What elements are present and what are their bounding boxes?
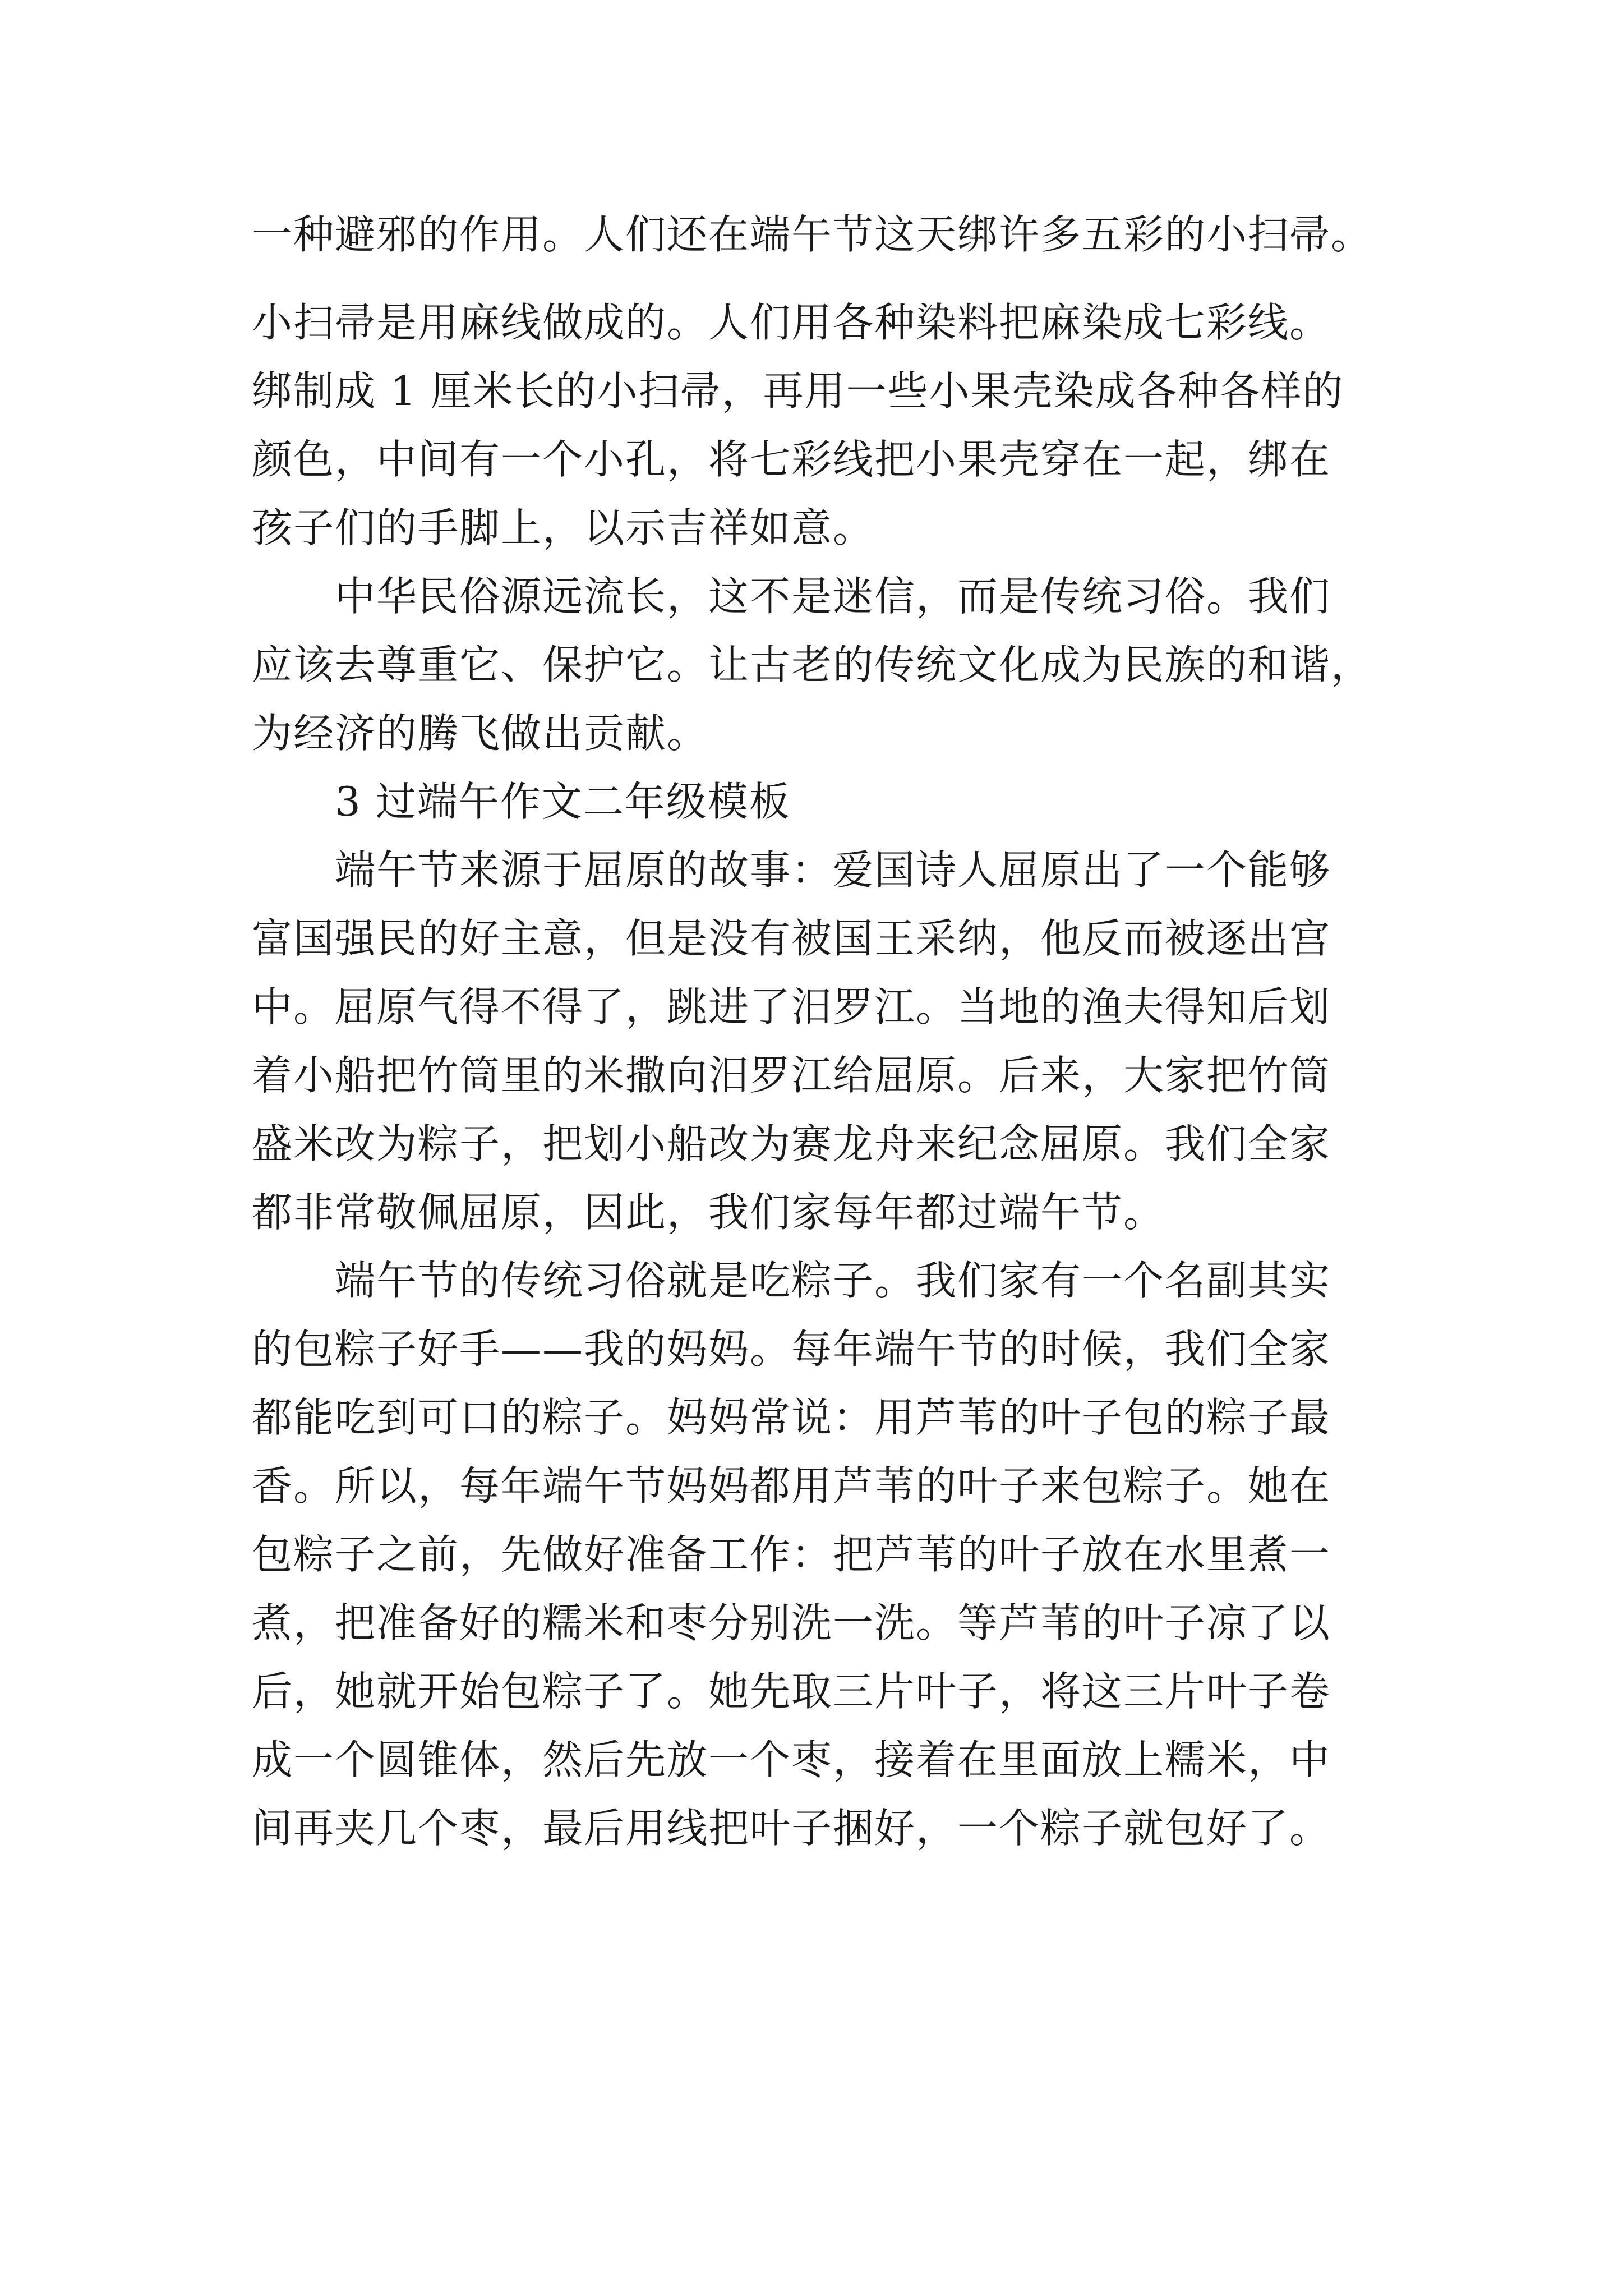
text-line: 绑制成 1 厘米长的小扫帚，再用一些小果壳染成各种各样的 <box>252 367 1344 415</box>
text-line: 包粽子之前，先做好准备工作：把芦苇的叶子放在水里煮一 <box>252 1531 1331 1578</box>
text-line: 都非常敬佩屈原，因此，我们家每年都过端午节。 <box>252 1189 1165 1236</box>
text-line: 中。屈原气得不得了，跳进了汨罗江。当地的渔夫得知后划 <box>252 983 1331 1030</box>
text-line: 孩子们的手脚上，以示吉祥如意。 <box>252 504 875 551</box>
text-line: 着小船把竹筒里的米撒向汨罗江给屈原。后来，大家把竹筒 <box>252 1052 1331 1099</box>
section-heading: 3 过端午作文二年级模板 <box>335 778 791 825</box>
text-line: 后，她就开始包粽子了。她先取三片叶子，将这三片叶子卷 <box>252 1668 1331 1715</box>
text-line: 颜色，中间有一个小孔，将七彩线把小果壳穿在一起，绑在 <box>252 436 1331 483</box>
paragraph-start: 中华民俗源远流长，这不是迷信，而是传统习俗。我们 <box>335 573 1331 620</box>
text-line: 香。所以，每年端午节妈妈都用芦苇的叶子来包粽子。她在 <box>252 1462 1331 1510</box>
text-line: 为经济的腾飞做出贡献。 <box>252 710 709 757</box>
text-line: 应该去尊重它、保护它。让古老的传统文化成为民族的和谐， <box>252 641 1373 688</box>
paragraph-start: 端午节的传统习俗就是吃粽子。我们家有一个名副其实 <box>335 1257 1331 1304</box>
text-line: 间再夹几个枣，最后用线把叶子捆好，一个粽子就包好了。 <box>252 1805 1331 1852</box>
text-line: 都能吃到可口的粽子。妈妈常说：用芦苇的叶子包的粽子最 <box>252 1394 1331 1441</box>
paragraph-start: 端午节来源于屈原的故事：爱国诗人屈原出了一个能够 <box>335 846 1331 894</box>
text-line: 富国强民的好主意，但是没有被国王采纳，他反而被逐出宫 <box>252 915 1331 962</box>
text-line: 一种避邪的作用。人们还在端午节这天绑许多五彩的小扫帚。 <box>252 211 1373 258</box>
text-line: 煮，把准备好的糯米和枣分别洗一洗。等芦苇的叶子凉了以 <box>252 1599 1331 1646</box>
text-line: 成一个圆锥体，然后先放一个枣，接着在里面放上糯米，中 <box>252 1736 1331 1783</box>
text-line: 小扫帚是用麻线做成的。人们用各种染料把麻染成七彩线。 <box>252 299 1331 346</box>
text-line: 的包粽子好手——我的妈妈。每年端午节的时候，我们全家 <box>252 1326 1331 1373</box>
text-line: 盛米改为粽子，把划小船改为赛龙舟来纪念屈原。我们全家 <box>252 1120 1331 1167</box>
